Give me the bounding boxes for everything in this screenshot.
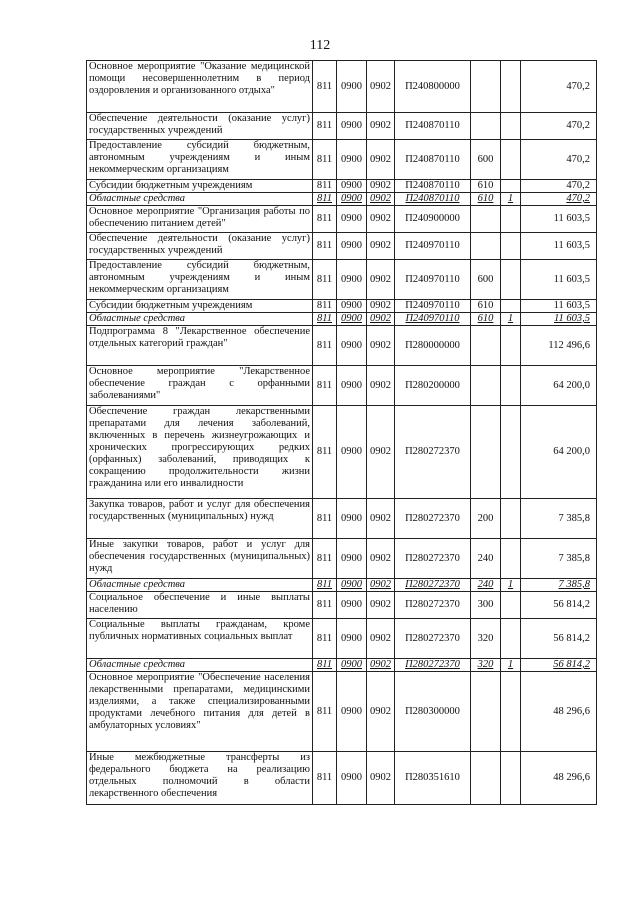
row-name: Областные средства bbox=[87, 659, 313, 672]
row-name: Субсидии бюджетным учреждениям bbox=[87, 300, 313, 313]
grbs-code: 811 bbox=[313, 233, 337, 260]
section-code: 0900 bbox=[337, 539, 367, 579]
expense-type-code: 610 bbox=[471, 180, 501, 193]
funding-source-code: 1 bbox=[501, 313, 521, 326]
grbs-code: 811 bbox=[313, 499, 337, 539]
expense-type-code: 240 bbox=[471, 579, 501, 592]
amount: 48 296,6 bbox=[521, 672, 597, 752]
table-row bbox=[87, 539, 597, 579]
section-code: 0900 bbox=[337, 619, 367, 659]
funding-source-code: 1 bbox=[501, 579, 521, 592]
row-name: Областные средства bbox=[87, 579, 313, 592]
funding-source-code bbox=[501, 326, 521, 366]
grbs-code: 811 bbox=[313, 180, 337, 193]
amount: 470,2 bbox=[521, 61, 597, 113]
table-row bbox=[87, 193, 597, 206]
subsection-code: 0902 bbox=[367, 672, 395, 752]
amount: 470,2 bbox=[521, 113, 597, 140]
target-article-code: П240870110 bbox=[395, 193, 471, 206]
row-name: Закупка товаров, работ и услуг для обеспечения государственных (муниципальных) нужд bbox=[87, 499, 313, 539]
grbs-code: 811 bbox=[313, 140, 337, 180]
grbs-code: 811 bbox=[313, 672, 337, 752]
table-row bbox=[87, 619, 597, 659]
amount: 112 496,6 bbox=[521, 326, 597, 366]
table-row bbox=[87, 579, 597, 592]
table-row bbox=[87, 672, 597, 752]
target-article-code: П240970110 bbox=[395, 300, 471, 313]
table-row bbox=[87, 752, 597, 805]
grbs-code: 811 bbox=[313, 61, 337, 113]
grbs-code: 811 bbox=[313, 592, 337, 619]
grbs-code: 811 bbox=[313, 193, 337, 206]
expense-type-code bbox=[471, 326, 501, 366]
subsection-code: 0902 bbox=[367, 752, 395, 805]
funding-source-code bbox=[501, 406, 521, 499]
target-article-code: П240900000 bbox=[395, 206, 471, 233]
subsection-code: 0902 bbox=[367, 233, 395, 260]
row-name: Основное мероприятие "Организация работы по обеспечению питанием детей" bbox=[87, 206, 313, 233]
section-code: 0900 bbox=[337, 406, 367, 499]
section-code: 0900 bbox=[337, 193, 367, 206]
expense-type-code: 240 bbox=[471, 539, 501, 579]
subsection-code: 0902 bbox=[367, 499, 395, 539]
funding-source-code bbox=[501, 539, 521, 579]
target-article-code: П280300000 bbox=[395, 672, 471, 752]
table-row bbox=[87, 313, 597, 326]
target-article-code: П280200000 bbox=[395, 366, 471, 406]
row-name: Предоставление субсидий бюджетным, автономным учреждениям и иным некоммерческим организациям bbox=[87, 140, 313, 180]
funding-source-code: 1 bbox=[501, 659, 521, 672]
section-code: 0900 bbox=[337, 206, 367, 233]
grbs-code: 811 bbox=[313, 206, 337, 233]
subsection-code: 0902 bbox=[367, 366, 395, 406]
table-row bbox=[87, 180, 597, 193]
funding-source-code bbox=[501, 180, 521, 193]
expense-type-code bbox=[471, 752, 501, 805]
amount: 64 200,0 bbox=[521, 366, 597, 406]
amount: 470,2 bbox=[521, 180, 597, 193]
amount: 11 603,5 bbox=[521, 260, 597, 300]
amount: 7 385,8 bbox=[521, 499, 597, 539]
funding-source-code bbox=[501, 113, 521, 140]
amount: 11 603,5 bbox=[521, 206, 597, 233]
section-code: 0900 bbox=[337, 659, 367, 672]
table-row bbox=[87, 113, 597, 140]
amount: 56 814,2 bbox=[521, 592, 597, 619]
row-name: Подпрограмма 8 "Лекарственное обеспечение отдельных категорий граждан" bbox=[87, 326, 313, 366]
target-article-code: П240800000 bbox=[395, 61, 471, 113]
amount: 470,2 bbox=[521, 193, 597, 206]
table-body bbox=[87, 61, 597, 805]
section-code: 0900 bbox=[337, 300, 367, 313]
target-article-code: П280351610 bbox=[395, 752, 471, 805]
subsection-code: 0902 bbox=[367, 592, 395, 619]
section-code: 0900 bbox=[337, 499, 367, 539]
amount: 11 603,5 bbox=[521, 313, 597, 326]
expense-type-code: 300 bbox=[471, 592, 501, 619]
amount: 470,2 bbox=[521, 140, 597, 180]
expense-type-code: 200 bbox=[471, 499, 501, 539]
subsection-code: 0902 bbox=[367, 539, 395, 579]
row-name: Социальные выплаты гражданам, кроме публичных нормативных социальных выплат bbox=[87, 619, 313, 659]
amount: 56 814,2 bbox=[521, 659, 597, 672]
row-name: Обеспечение деятельности (оказание услуг) государственных учреждений bbox=[87, 233, 313, 260]
table-row bbox=[87, 300, 597, 313]
section-code: 0900 bbox=[337, 113, 367, 140]
grbs-code: 811 bbox=[313, 659, 337, 672]
subsection-code: 0902 bbox=[367, 180, 395, 193]
funding-source-code bbox=[501, 140, 521, 180]
target-article-code: П280272370 bbox=[395, 592, 471, 619]
amount: 48 296,6 bbox=[521, 752, 597, 805]
target-article-code: П280272370 bbox=[395, 659, 471, 672]
table-row bbox=[87, 260, 597, 300]
grbs-code: 811 bbox=[313, 406, 337, 499]
amount: 11 603,5 bbox=[521, 233, 597, 260]
table-row bbox=[87, 61, 597, 113]
table-row bbox=[87, 366, 597, 406]
grbs-code: 811 bbox=[313, 313, 337, 326]
table-row bbox=[87, 206, 597, 233]
subsection-code: 0902 bbox=[367, 326, 395, 366]
subsection-code: 0902 bbox=[367, 113, 395, 140]
target-article-code: П280272370 bbox=[395, 499, 471, 539]
grbs-code: 811 bbox=[313, 619, 337, 659]
funding-source-code bbox=[501, 672, 521, 752]
table-row bbox=[87, 326, 597, 366]
amount: 11 603,5 bbox=[521, 300, 597, 313]
grbs-code: 811 bbox=[313, 539, 337, 579]
section-code: 0900 bbox=[337, 326, 367, 366]
row-name: Основное мероприятие "Лекарственное обеспечение граждан с орфанными заболеваниями" bbox=[87, 366, 313, 406]
section-code: 0900 bbox=[337, 672, 367, 752]
subsection-code: 0902 bbox=[367, 300, 395, 313]
expense-type-code bbox=[471, 61, 501, 113]
budget-table bbox=[86, 60, 597, 805]
target-article-code: П280272370 bbox=[395, 619, 471, 659]
funding-source-code bbox=[501, 61, 521, 113]
expense-type-code: 320 bbox=[471, 619, 501, 659]
table-row bbox=[87, 233, 597, 260]
grbs-code: 811 bbox=[313, 366, 337, 406]
target-article-code: П240970110 bbox=[395, 260, 471, 300]
expense-type-code: 610 bbox=[471, 193, 501, 206]
target-article-code: П280272370 bbox=[395, 406, 471, 499]
expense-type-code: 610 bbox=[471, 300, 501, 313]
subsection-code: 0902 bbox=[367, 193, 395, 206]
target-article-code: П280000000 bbox=[395, 326, 471, 366]
grbs-code: 811 bbox=[313, 579, 337, 592]
table-row bbox=[87, 499, 597, 539]
expense-type-code: 320 bbox=[471, 659, 501, 672]
subsection-code: 0902 bbox=[367, 619, 395, 659]
row-name: Субсидии бюджетным учреждениям bbox=[87, 180, 313, 193]
grbs-code: 811 bbox=[313, 300, 337, 313]
row-name: Обеспечение деятельности (оказание услуг) государственных учреждений bbox=[87, 113, 313, 140]
funding-source-code bbox=[501, 592, 521, 619]
section-code: 0900 bbox=[337, 592, 367, 619]
subsection-code: 0902 bbox=[367, 206, 395, 233]
subsection-code: 0902 bbox=[367, 406, 395, 499]
page-number: 112 bbox=[309, 38, 331, 53]
subsection-code: 0902 bbox=[367, 260, 395, 300]
funding-source-code: 1 bbox=[501, 193, 521, 206]
expense-type-code bbox=[471, 672, 501, 752]
target-article-code: П240870110 bbox=[395, 180, 471, 193]
funding-source-code bbox=[501, 752, 521, 805]
funding-source-code bbox=[501, 233, 521, 260]
row-name: Иные межбюджетные трансферты из федерального бюджета на реализацию отдельных полномочий в области лекарственного обеспечения bbox=[87, 752, 313, 805]
target-article-code: П280272370 bbox=[395, 539, 471, 579]
funding-source-code bbox=[501, 499, 521, 539]
expense-type-code bbox=[471, 406, 501, 499]
row-name: Социальное обеспечение и иные выплаты населению bbox=[87, 592, 313, 619]
target-article-code: П240970110 bbox=[395, 313, 471, 326]
expense-type-code bbox=[471, 206, 501, 233]
amount: 64 200,0 bbox=[521, 406, 597, 499]
target-article-code: П240970110 bbox=[395, 233, 471, 260]
expense-type-code bbox=[471, 233, 501, 260]
table-row bbox=[87, 140, 597, 180]
row-name: Областные средства bbox=[87, 193, 313, 206]
expense-type-code: 610 bbox=[471, 313, 501, 326]
row-name: Областные средства bbox=[87, 313, 313, 326]
target-article-code: П240870110 bbox=[395, 113, 471, 140]
amount: 7 385,8 bbox=[521, 579, 597, 592]
grbs-code: 811 bbox=[313, 260, 337, 300]
target-article-code: П240870110 bbox=[395, 140, 471, 180]
amount: 56 814,2 bbox=[521, 619, 597, 659]
expense-type-code bbox=[471, 366, 501, 406]
funding-source-code bbox=[501, 206, 521, 233]
subsection-code: 0902 bbox=[367, 61, 395, 113]
funding-source-code bbox=[501, 260, 521, 300]
row-name: Основное мероприятие "Обеспечение населения лекарственными препаратами, медицинскими изделиями, а также специализированными продуктами лечебного питания для детей в амбулаторных условиях" bbox=[87, 672, 313, 752]
row-name: Основное мероприятие "Оказание медицинской помощи несовершеннолетним в период оздоровления и организованного отдыха" bbox=[87, 61, 313, 113]
section-code: 0900 bbox=[337, 579, 367, 592]
row-name: Иные закупки товаров, работ и услуг для обеспечения государственных (муниципальных) нужд bbox=[87, 539, 313, 579]
row-name: Обеспечение граждан лекарственными препаратами для лечения заболеваний, включенных в перечень жизнеугрожающих и хронических прогрессирующих редких (орфанных) заболеваний, приводящих к сокращению продолжительности жизни гражданина или его инвалидности bbox=[87, 406, 313, 499]
target-article-code: П280272370 bbox=[395, 579, 471, 592]
grbs-code: 811 bbox=[313, 326, 337, 366]
section-code: 0900 bbox=[337, 366, 367, 406]
subsection-code: 0902 bbox=[367, 140, 395, 180]
grbs-code: 811 bbox=[313, 752, 337, 805]
table-row bbox=[87, 406, 597, 499]
subsection-code: 0902 bbox=[367, 579, 395, 592]
section-code: 0900 bbox=[337, 233, 367, 260]
funding-source-code bbox=[501, 619, 521, 659]
expense-type-code bbox=[471, 113, 501, 140]
subsection-code: 0902 bbox=[367, 659, 395, 672]
funding-source-code bbox=[501, 300, 521, 313]
row-name: Предоставление субсидий бюджетным, автономным учреждениям и иным некоммерческим организациям bbox=[87, 260, 313, 300]
funding-source-code bbox=[501, 366, 521, 406]
grbs-code: 811 bbox=[313, 113, 337, 140]
subsection-code: 0902 bbox=[367, 313, 395, 326]
amount: 7 385,8 bbox=[521, 539, 597, 579]
section-code: 0900 bbox=[337, 61, 367, 113]
section-code: 0900 bbox=[337, 313, 367, 326]
table-row bbox=[87, 592, 597, 619]
section-code: 0900 bbox=[337, 752, 367, 805]
expense-type-code: 600 bbox=[471, 260, 501, 300]
table-row bbox=[87, 659, 597, 672]
section-code: 0900 bbox=[337, 140, 367, 180]
expense-type-code: 600 bbox=[471, 140, 501, 180]
section-code: 0900 bbox=[337, 260, 367, 300]
section-code: 0900 bbox=[337, 180, 367, 193]
